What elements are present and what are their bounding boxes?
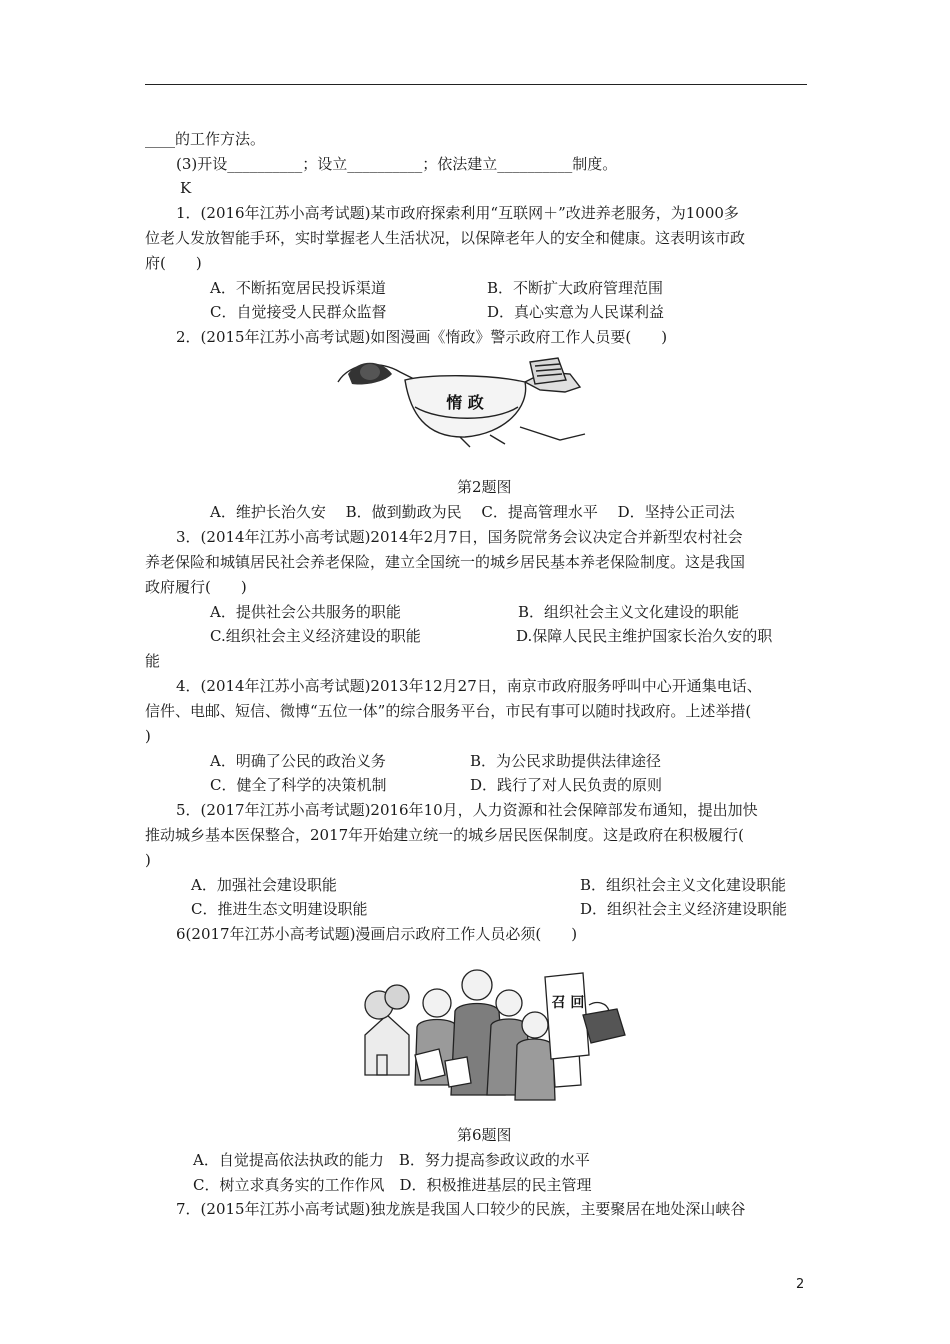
option-d: D.保障人民民主维护国家长治久安的职 <box>516 627 773 645</box>
option-d: D．真心实意为人民谋利益 <box>487 303 665 321</box>
option-d: D．践行了对人民负责的原则 <box>470 776 663 794</box>
question-3: 3．(2014年江苏小高考试题)2014年2月7日，国务院常务会议决定合并新型农村社会 <box>176 528 743 546</box>
cartoon-2-label: 召 回 <box>551 995 585 1011</box>
option-a: A．加强社会建设职能 <box>191 876 337 894</box>
line: 府( ) <box>145 254 202 272</box>
question-1: 1．(2016年江苏小高考试题)某市政府探索利用“互联网＋”改进养老服务，为1000多 <box>176 204 739 222</box>
line: ) <box>145 851 151 869</box>
option-a: A．提供社会公共服务的职能 <box>210 603 401 621</box>
options-q2: A．维护长治久安 B．做到勤政为民 C．提高管理水平 D．坚持公正司法 <box>210 503 735 521</box>
option-c: C.组织社会主义经济建设的职能 <box>210 627 421 645</box>
option-b: B．组织社会主义文化建设的职能 <box>518 603 740 621</box>
options-q6-cd: C．树立求真务实的工作作风 D．积极推进基层的民主管理 <box>193 1176 592 1194</box>
option-b: B．不断扩大政府管理范围 <box>487 279 664 297</box>
line: 能 <box>145 652 161 670</box>
line: ) <box>145 727 151 745</box>
line: 政府履行( ) <box>145 578 247 596</box>
line: 位老人发放智能手环，实时掌握老人生活状况，以保障老年人的安全和健康。这表明该市政 <box>145 229 746 247</box>
option-b: B．为公民求助提供法律途径 <box>470 752 662 770</box>
cartoon-recall <box>357 945 630 1112</box>
option-c: C．健全了科学的决策机制 <box>210 776 387 794</box>
option-a: A．明确了公民的政治义务 <box>210 752 386 770</box>
options-q6-ab: A．自觉提高依法执政的能力 B．努力提高参政议政的水平 <box>193 1151 590 1169</box>
line: (3)开设__________；设立__________；依法建立__________制度。 <box>176 155 618 173</box>
line: 信件、电邮、短信、微博“五位一体”的综合服务平台，市民有事可以随时找政府。上述举措( <box>145 702 752 720</box>
figure-6-caption: 第6题图 <box>457 1126 512 1144</box>
question-4: 4．(2014年江苏小高考试题)2013年12月27日，南京市政府服务呼叫中心开通集电话、 <box>176 677 762 695</box>
option-c: C．推进生态文明建设职能 <box>191 900 368 918</box>
option-a: A．不断拓宽居民投诉渠道 <box>210 279 386 297</box>
page-number: 2 <box>796 1277 805 1292</box>
line: ____的工作方法。 <box>145 130 266 148</box>
question-6: 6(2017年江苏小高考试题)漫画启示政府工作人员必须( ) <box>176 925 578 943</box>
option-b: B．组织社会主义文化建设职能 <box>580 876 787 894</box>
line: K <box>180 179 192 197</box>
question-7: 7．(2015年江苏小高考试题)独龙族是我国人口较少的民族，主要聚居在地处深山峡谷 <box>176 1200 746 1218</box>
cartoon-lazy-government <box>330 352 598 452</box>
line: 养老保险和城镇居民社会养老保险，建立全国统一的城乡居民基本养老保险制度。这是我国 <box>145 553 746 571</box>
line: 推动城乡基本医保整合，2017年开始建立统一的城乡居民医保制度。这是政府在积极履行( <box>145 826 745 844</box>
header-rule <box>145 84 807 85</box>
option-d: D．组织社会主义经济建设职能 <box>580 900 788 918</box>
figure-2-caption: 第2题图 <box>457 478 512 496</box>
question-5: 5．(2017年江苏小高考试题)2016年10月，人力资源和社会保障部发布通知，提出加快 <box>176 801 758 819</box>
option-c: C．自觉接受人民群众监督 <box>210 303 387 321</box>
cartoon-1-label: 惰 政 <box>446 393 484 412</box>
question-2: 2．(2015年江苏小高考试题)如图漫画《惰政》警示政府工作人员要( ) <box>176 328 668 346</box>
